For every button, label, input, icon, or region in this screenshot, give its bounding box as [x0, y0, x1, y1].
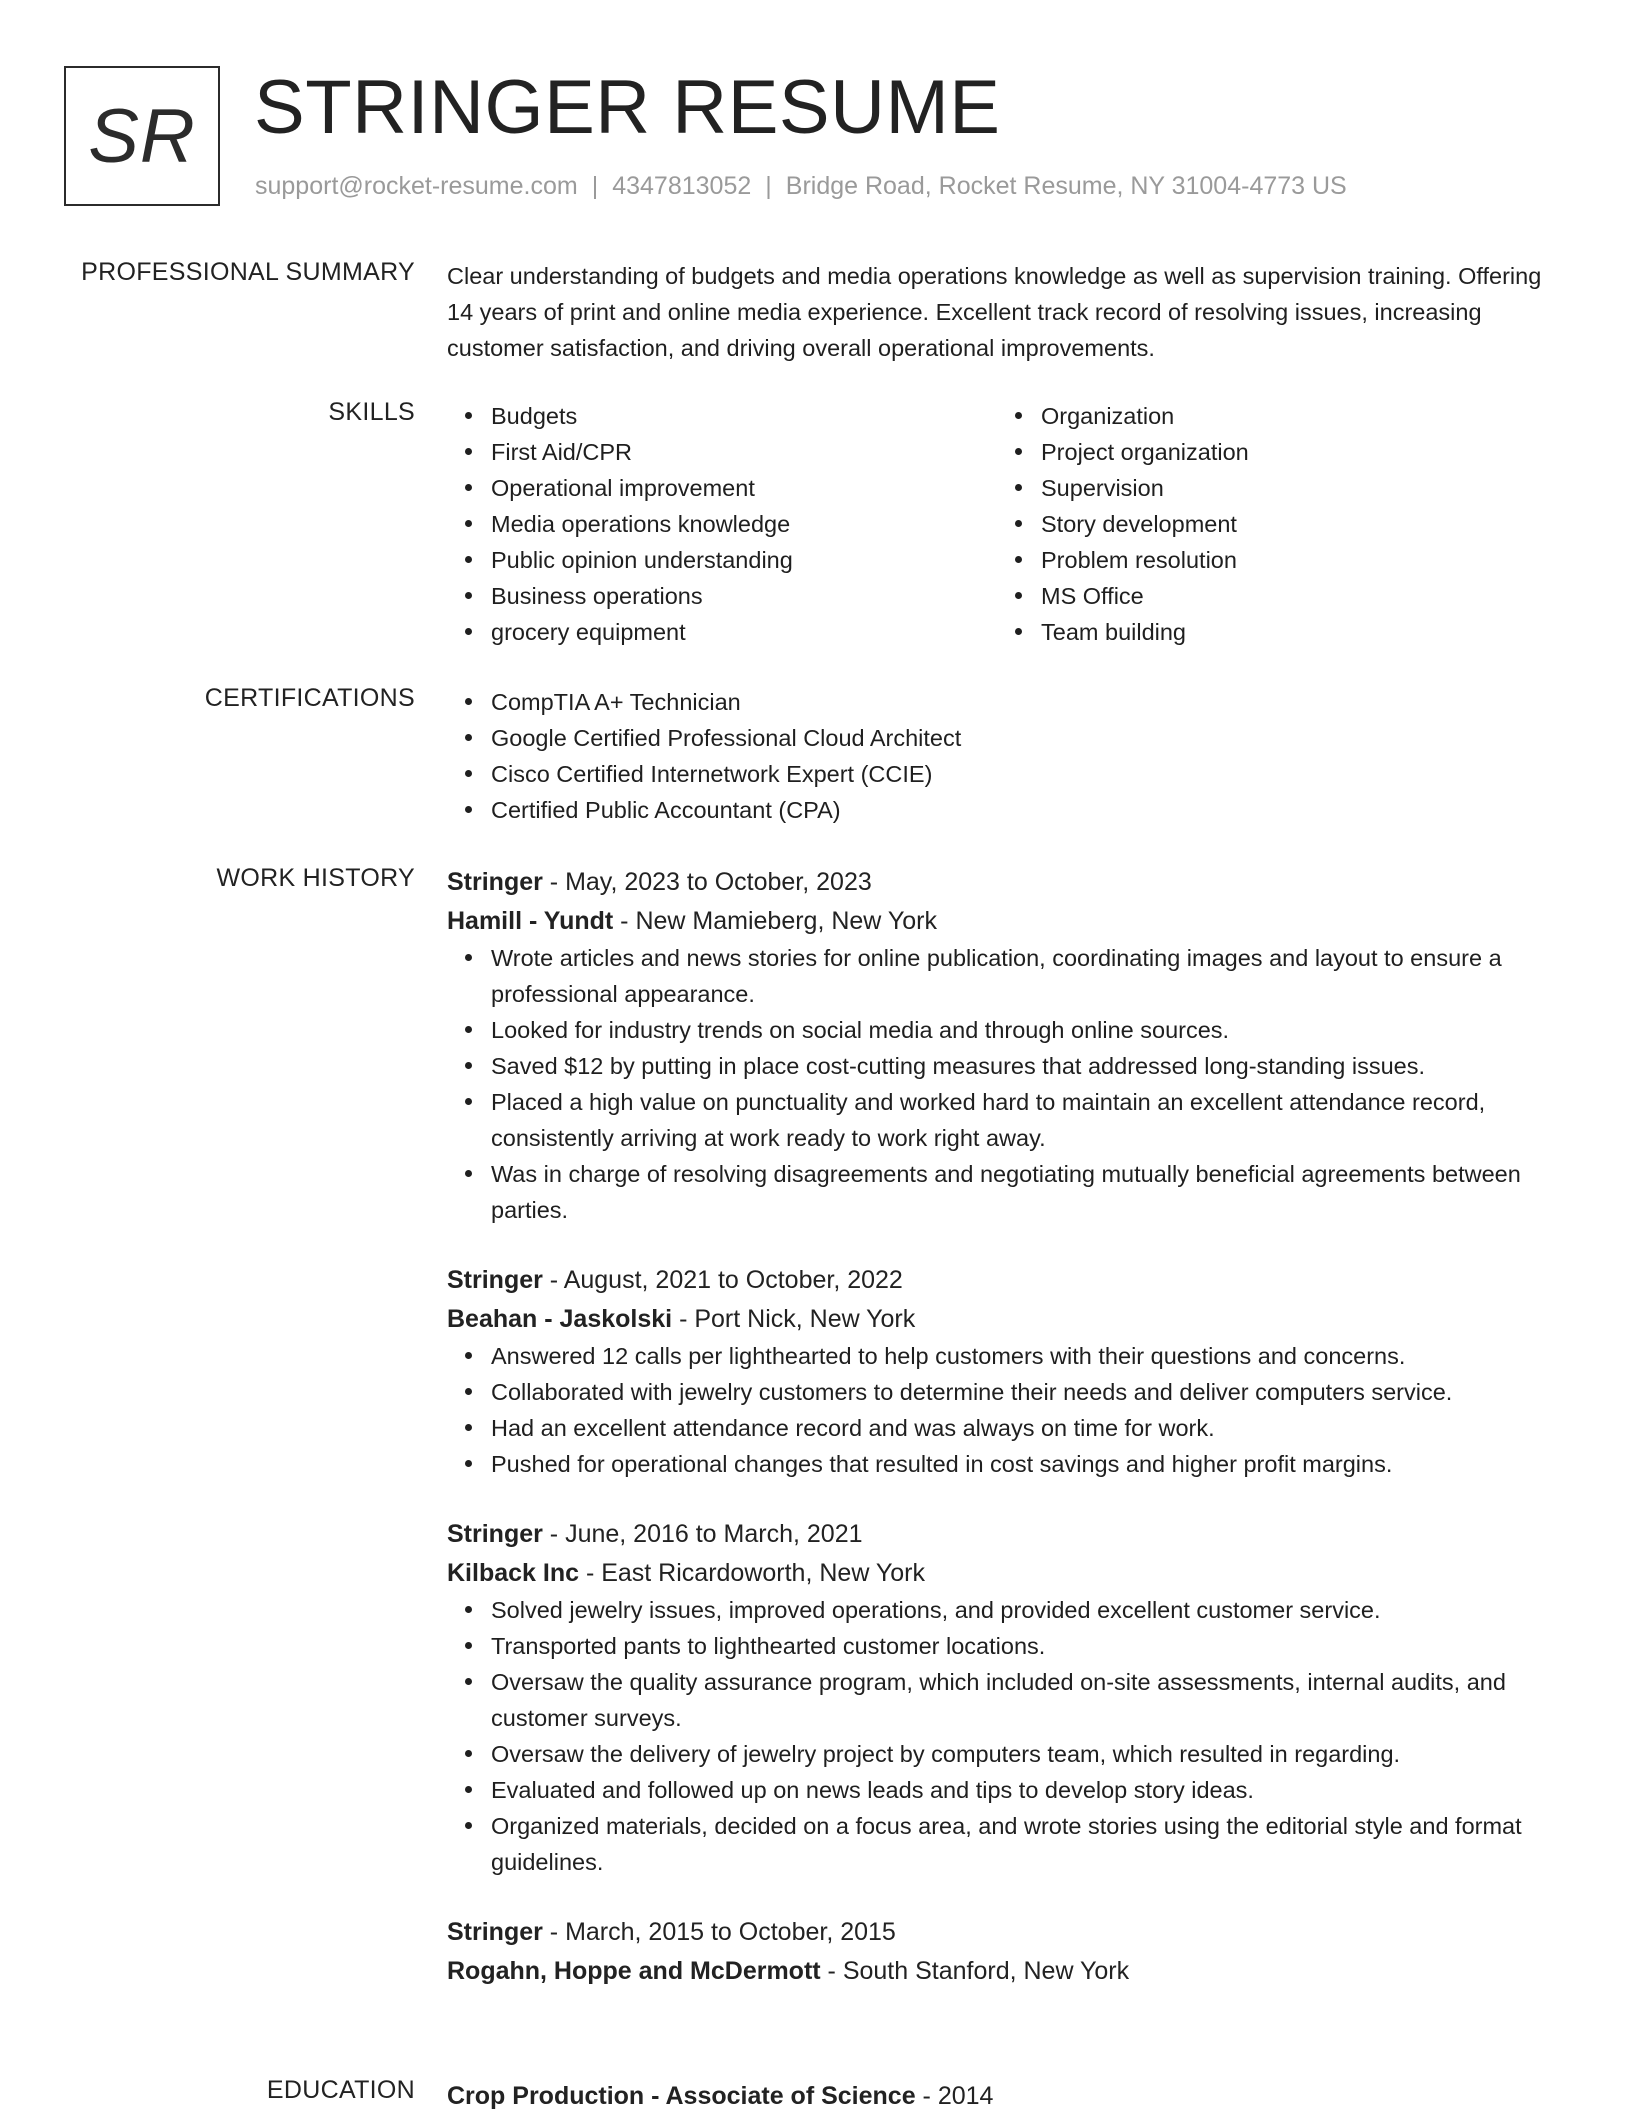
job-location: - New Mamieberg, New York	[613, 907, 937, 935]
certification-item: Cisco Certified Internetwork Expert (CCIE)	[491, 756, 1572, 792]
skills-heading: SKILLS	[328, 398, 415, 426]
monogram-logo: SR	[64, 66, 220, 206]
job-bullet: Looked for industry trends on social media and through online sources.	[491, 1012, 1572, 1048]
job-title: Stringer	[447, 868, 543, 896]
skill-item: Project organization	[1041, 434, 1547, 470]
job-bullet: Collaborated with jewelry customers to determine their needs and deliver computers service.	[491, 1374, 1572, 1410]
education-body	[447, 2076, 1572, 2116]
job-bullets	[447, 1338, 1572, 1482]
work-history-heading: WORK HISTORY	[216, 864, 415, 892]
job-bullets	[447, 1592, 1572, 1880]
job-bullet: Oversaw the delivery of jewelry project by computers team, which resulted in regarding.	[491, 1736, 1572, 1772]
work-history-body	[447, 862, 1572, 2022]
skill-item: Media operations knowledge	[491, 506, 997, 542]
job-entry	[447, 1260, 1572, 1482]
job-bullet: Saved $12 by putting in place cost-cutting measures that addressed long-standing issues.	[491, 1048, 1572, 1084]
education-line	[447, 2076, 1572, 2116]
job-company-line	[447, 1300, 1572, 1338]
contact-separator: |	[591, 172, 599, 200]
job-dates: - June, 2016 to March, 2021	[542, 1520, 863, 1548]
skill-item: First Aid/CPR	[491, 434, 997, 470]
skill-item: Budgets	[491, 398, 997, 434]
job-title-line	[447, 1260, 1572, 1300]
job-entry	[447, 862, 1572, 1228]
job-bullet: Transported pants to lighthearted customer locations.	[491, 1628, 1572, 1664]
job-title: Stringer	[447, 1520, 543, 1548]
job-title-line	[447, 862, 1572, 902]
job-company-line	[447, 1554, 1572, 1592]
job-company: Beahan - Jaskolski	[447, 1305, 673, 1333]
contact-phone[interactable]: 4347813052	[612, 172, 752, 200]
job-bullet: Oversaw the quality assurance program, which included on-site assessments, internal audits, and customer surveys.	[491, 1664, 1572, 1736]
job-bullets	[447, 940, 1572, 1228]
contact-email[interactable]: support@rocket-resume.com	[255, 172, 578, 200]
certifications-heading: CERTIFICATIONS	[204, 684, 415, 712]
certification-item: CompTIA A+ Technician	[491, 684, 1572, 720]
skill-item: Problem resolution	[1041, 542, 1547, 578]
skills-column-right	[997, 398, 1547, 650]
skill-item: Team building	[1041, 614, 1547, 650]
skill-item: Public opinion understanding	[491, 542, 997, 578]
skill-item: grocery equipment	[491, 614, 997, 650]
skill-item: Operational improvement	[491, 470, 997, 506]
job-company-line	[447, 1952, 1572, 1990]
job-title: Stringer	[447, 1266, 543, 1294]
job-company-line	[447, 902, 1572, 940]
education-degree: Crop Production - Associate of Science	[447, 2082, 916, 2110]
education-heading: EDUCATION	[266, 2076, 415, 2104]
skills-column-left	[447, 398, 997, 650]
summary-text: Clear understanding of budgets and media operations knowledge as well as supervision training. Offering 14 years of print and online media experience. Excellent track record of resolving issues, increasing customer satisfaction, and driving overall operational improvements.	[447, 263, 1542, 361]
job-company: Hamill - Yundt	[447, 907, 614, 935]
job-title-line	[447, 1514, 1572, 1554]
job-company: Kilback Inc	[447, 1559, 579, 1587]
job-title: Stringer	[447, 1918, 543, 1946]
contact-separator: |	[765, 172, 772, 200]
skill-item: Organization	[1041, 398, 1547, 434]
job-location: - East Ricardoworth, New York	[579, 1559, 925, 1587]
job-bullet: Organized materials, decided on a focus area, and wrote stories using the editorial style and format guidelines.	[491, 1808, 1572, 1880]
contact-line	[255, 172, 1347, 201]
job-dates: - August, 2021 to October, 2022	[542, 1266, 903, 1294]
job-bullet: Wrote articles and news stories for online publication, coordinating images and layout to ensure a professional appearance.	[491, 940, 1572, 1012]
job-location: - Port Nick, New York	[672, 1305, 916, 1333]
skill-item: Business operations	[491, 578, 997, 614]
job-bullet: Placed a high value on punctuality and worked hard to maintain an excellent attendance record, consistently arriving at work ready to work right away.	[491, 1084, 1572, 1156]
education-year: - 2014	[915, 2082, 994, 2110]
job-entry	[447, 1912, 1572, 1990]
job-location: - South Stanford, New York	[820, 1957, 1130, 1985]
skills-body	[447, 398, 1572, 650]
contact-address: Bridge Road, Rocket Resume, NY 31004-4773 US	[785, 172, 1347, 200]
certification-item: Google Certified Professional Cloud Architect	[491, 720, 1572, 756]
job-bullet: Answered 12 calls per lighthearted to help customers with their questions and concerns.	[491, 1338, 1572, 1374]
job-dates: - May, 2023 to October, 2023	[542, 868, 872, 896]
skill-item: Story development	[1041, 506, 1547, 542]
job-bullet: Evaluated and followed up on news leads and tips to develop story ideas.	[491, 1772, 1572, 1808]
resume-header	[64, 64, 1568, 210]
job-bullet: Was in charge of resolving disagreements and negotiating mutually beneficial agreements between parties.	[491, 1156, 1572, 1228]
skill-item: Supervision	[1041, 470, 1547, 506]
job-title-line	[447, 1912, 1572, 1952]
summary-heading: PROFESSIONAL SUMMARY	[81, 258, 415, 286]
resume-name: STRINGER RESUME	[254, 65, 1001, 150]
certifications-body	[447, 684, 1572, 828]
job-dates: - March, 2015 to October, 2015	[542, 1918, 896, 1946]
job-company: Rogahn, Hoppe and McDermott	[447, 1957, 821, 1985]
job-bullet: Had an excellent attendance record and was always on time for work.	[491, 1410, 1572, 1446]
job-entry	[447, 1514, 1572, 1880]
job-bullet: Pushed for operational changes that resulted in cost savings and higher profit margins.	[491, 1446, 1572, 1482]
certification-item: Certified Public Accountant (CPA)	[491, 792, 1572, 828]
skill-item: MS Office	[1041, 578, 1547, 614]
job-bullet: Solved jewelry issues, improved operations, and provided excellent customer service.	[491, 1592, 1572, 1628]
